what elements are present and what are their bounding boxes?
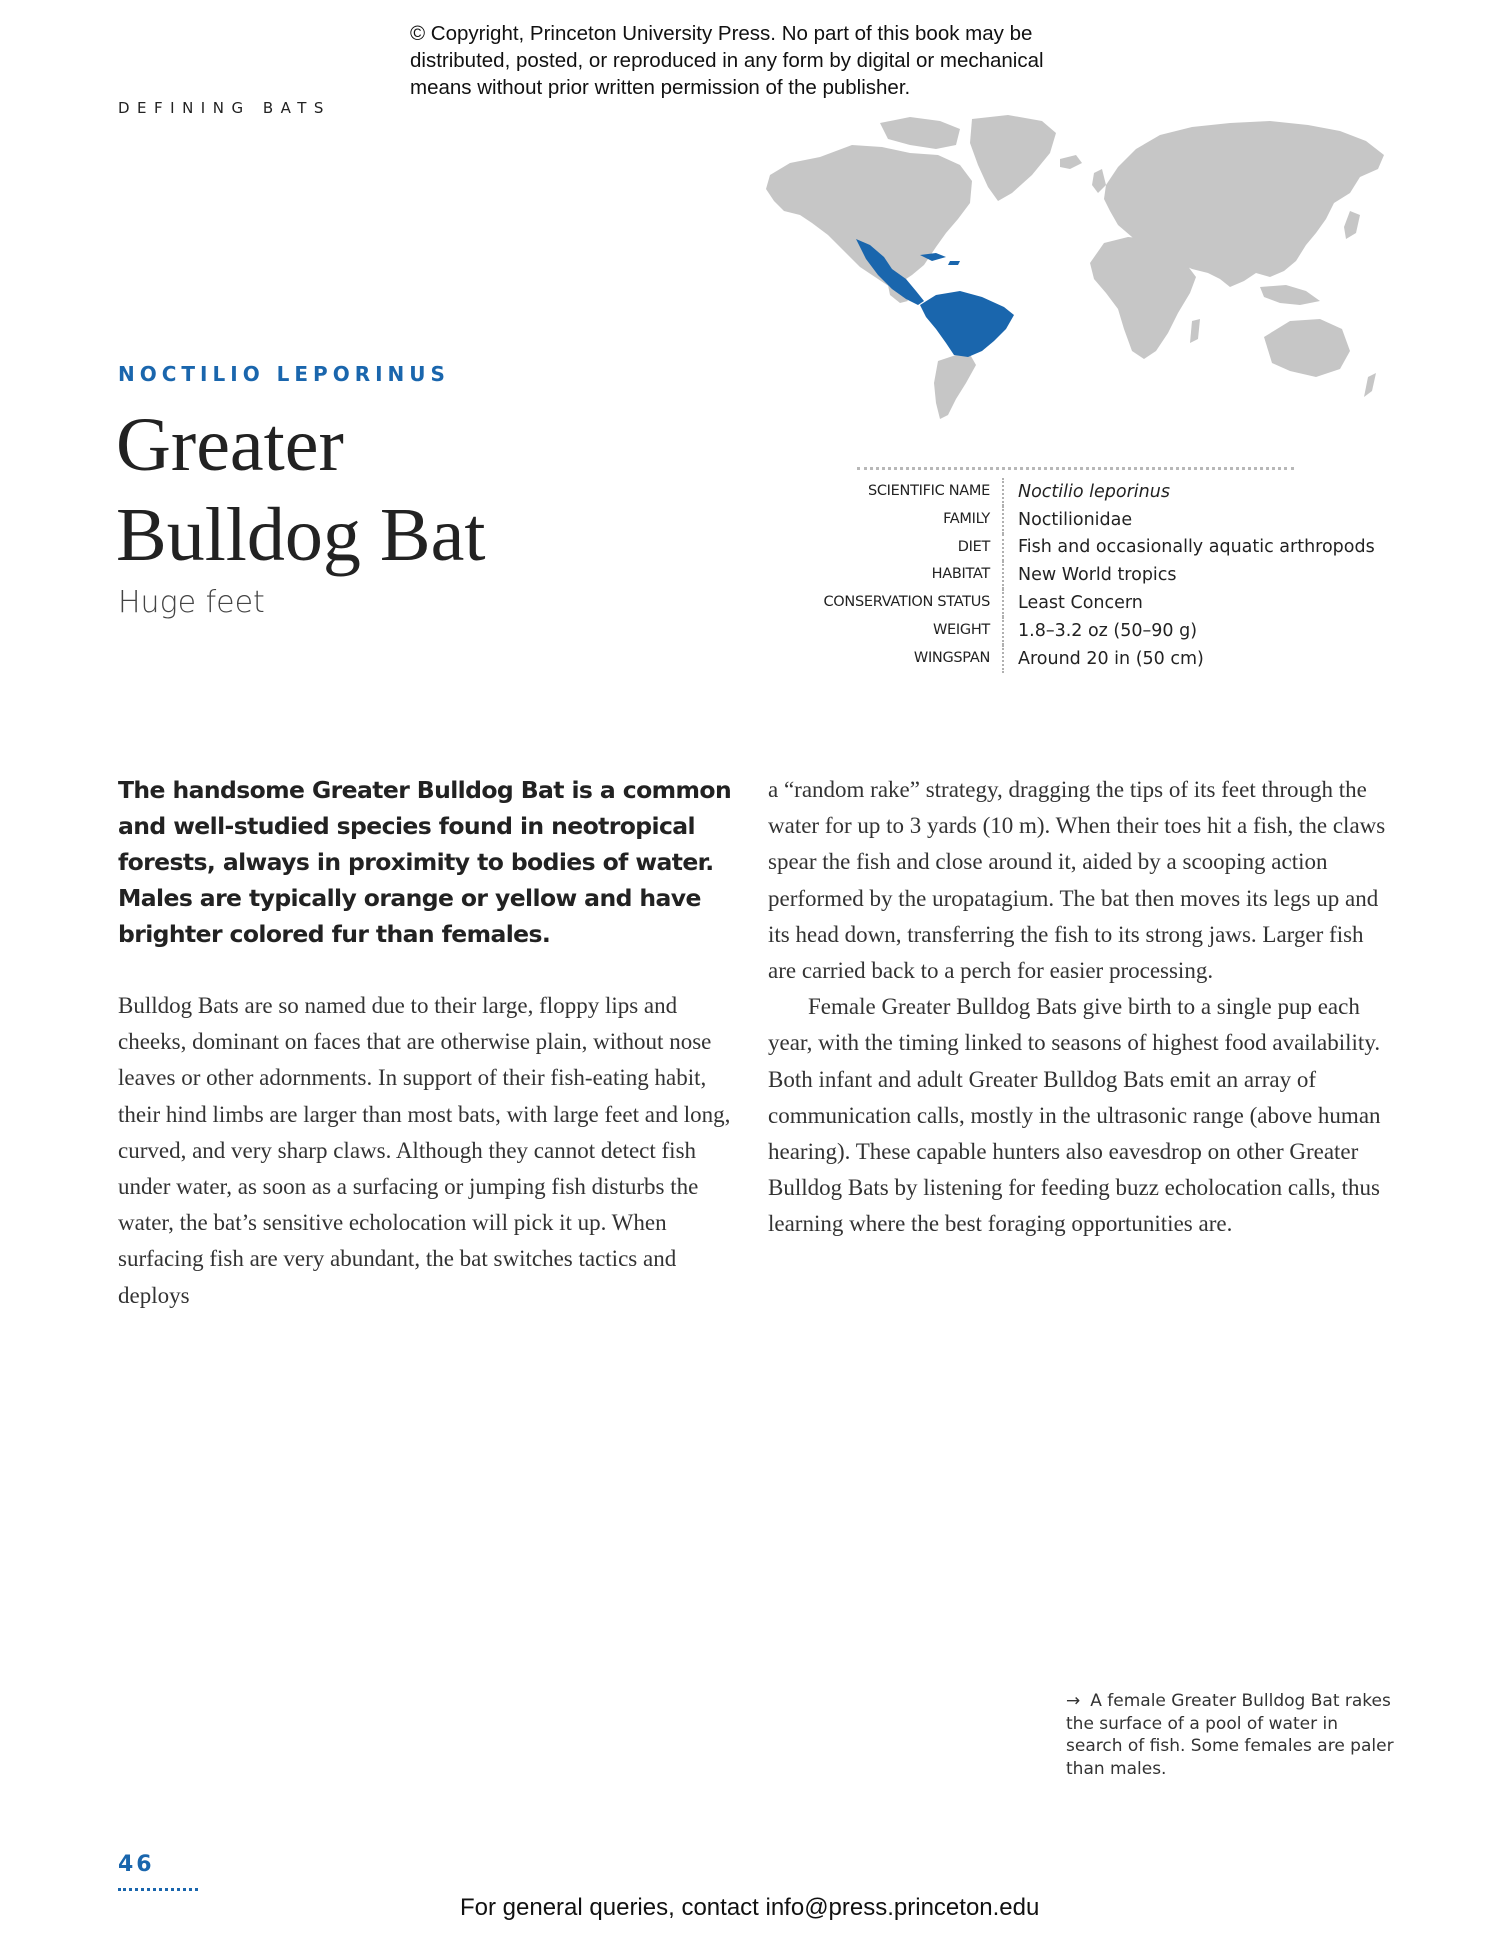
arrow-right-icon: → — [1066, 1691, 1081, 1711]
fact-value: 1.8–3.2 oz (50–90 g) — [1018, 620, 1198, 641]
body-paragraph: a “random rake” strategy, dragging the tips of its feet through the water for up to 3 yards (10 m). When their toes hit a fish, the claws spear the fish and close around it, aided by a scooping action performed by the uropatagium. The bat then moves its legs up and its head down, transferring the fish to its strong jaws. Larger fish are carried back to a perch for easier processing. — [768, 777, 1386, 984]
fact-label: WEIGHT — [800, 617, 1004, 645]
photo-caption — [1066, 1690, 1396, 1780]
fact-row-weight — [800, 617, 1375, 645]
copyright-notice: © Copyright, Princeton University Press. No part of this book may be distributed, posted, or reproduced in any form by digital or mechanical means without prior written permission of the publisher. — [410, 22, 1044, 99]
body-paragraph: Female Greater Bulldog Bats give birth to a single pup each year, with the timing linked to seasons of highest food availability. Both infant and adult Greater Bulldog Bats emit an array of communication calls, mostly in the ultrasonic range (above human hearing). These capable hunters also eavesdrop on other Greater Bulldog Bats by listening for feeding buzz echolocation calls, thus learning where the best foraging opportunities are. — [768, 994, 1381, 1237]
fact-label: CONSERVATION STATUS — [800, 589, 1004, 617]
map-greenland — [970, 115, 1056, 201]
world-range-map — [760, 115, 1386, 421]
facts-divider — [857, 467, 1294, 470]
page-subtitle: Huge feet — [118, 585, 265, 620]
fact-value: New World tropics — [1018, 565, 1177, 586]
page-title — [116, 400, 676, 580]
fact-label: WINGSPAN — [800, 645, 1004, 673]
fact-row-family — [800, 506, 1375, 534]
body-column-2 — [768, 772, 1388, 1243]
page-number-dots — [118, 1888, 198, 1891]
map-australia — [1264, 319, 1350, 377]
body-column-1: Bulldog Bats are so named due to their large, floppy lips and cheeks, dominant on faces that are otherwise plain, without nose leaves or other adornments. In support of their fish-eating habit, their hind limbs are larger than most bats, with large feet and long, curved, and very sharp claws. Although they cannot detect fish under water, as soon as a surfacing or jumping fish disturbs the water, the bat’s sensitive echolocation will pick it up. When surfacing fish are very abundant, the bat switches tactics and deploys — [118, 993, 731, 1308]
map-arctic-islands — [880, 117, 960, 149]
fact-label: HABITAT — [800, 561, 1004, 589]
caption-text: A female Greater Bulldog Bat rakes the surface of a pool of water in search of fish. Some females are paler than males. — [1066, 1691, 1394, 1779]
title-line-2: Bulldog Bat — [116, 493, 486, 577]
intro-paragraph: The handsome Greater Bulldog Bat is a common and well-studied species found in neotropical forests, always in proximity to bodies of water. Males are typically orange or yellow and have brighter colored fur than females. — [118, 776, 732, 948]
fact-value: Fish and occasionally aquatic arthropods — [1018, 537, 1375, 558]
fact-row-conservation-status — [800, 589, 1375, 617]
fact-row-scientific-name — [800, 478, 1375, 506]
fact-row-wingspan — [800, 645, 1375, 673]
fact-value: Least Concern — [1018, 593, 1143, 614]
scientific-name-heading: NOCTILIO LEPORINUS — [118, 362, 450, 386]
fact-value: Noctilionidae — [1018, 509, 1133, 530]
fact-label: DIET — [800, 534, 1004, 562]
fact-value: Around 20 in (50 cm) — [1018, 648, 1204, 669]
fact-row-diet — [800, 534, 1375, 562]
footer-contact: For general queries, contact info@press.princeton.edu — [460, 1894, 1040, 1921]
fact-value: Noctilio leporinus — [1018, 481, 1170, 502]
species-facts-table — [800, 478, 1375, 673]
page-number: 46 — [118, 1852, 155, 1877]
map-south-america-south — [934, 351, 976, 419]
map-africa — [1090, 237, 1196, 359]
fact-label: SCIENTIFIC NAME — [800, 478, 1004, 506]
species-range — [856, 239, 1014, 357]
running-head: DEFINING BATS — [118, 99, 331, 117]
map-north-america — [766, 145, 972, 287]
fact-label: FAMILY — [800, 506, 1004, 534]
fact-row-habitat — [800, 561, 1375, 589]
title-line-1: Greater — [116, 403, 344, 487]
